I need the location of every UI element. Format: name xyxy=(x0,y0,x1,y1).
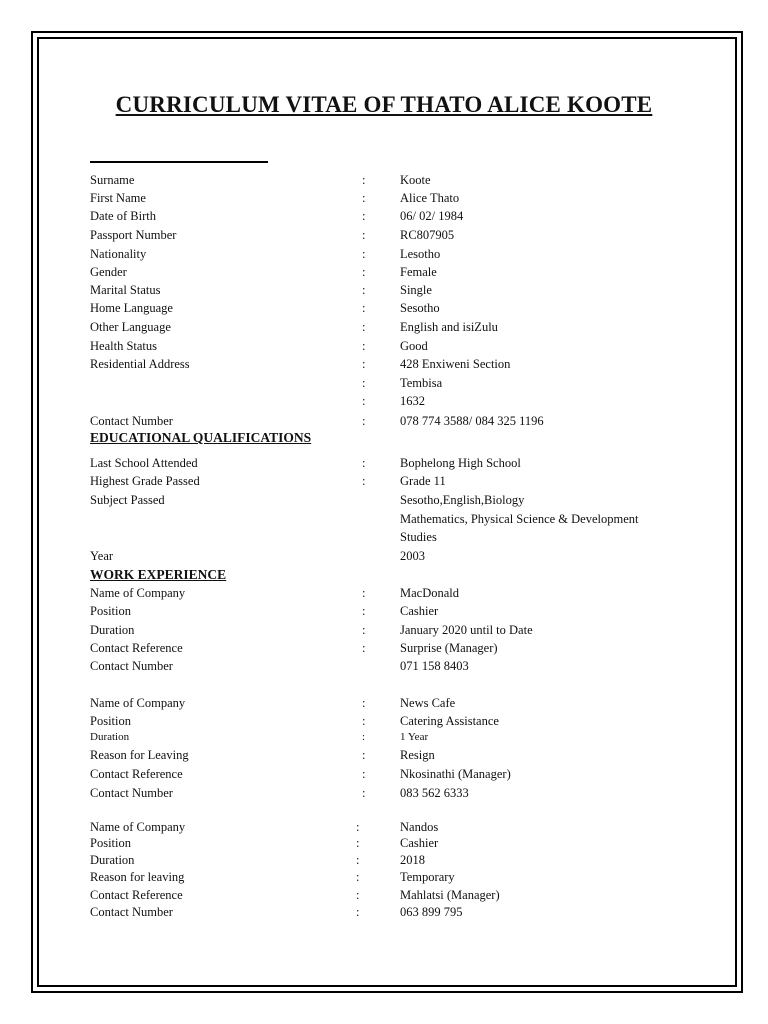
row-label: Passport Number xyxy=(90,228,177,242)
row-value: Nkosinathi (Manager) xyxy=(400,767,511,781)
row-label: Highest Grade Passed xyxy=(90,474,200,488)
job-3-position xyxy=(0,834,768,852)
row-value: Good xyxy=(400,339,428,353)
row-value: 083 562 6333 xyxy=(400,786,469,800)
row-label: Marital Status xyxy=(90,283,161,297)
row-label: Reason for Leaving xyxy=(90,748,189,762)
row-value: Temporary xyxy=(400,870,455,884)
education-row-grade xyxy=(0,472,768,490)
row-colon: : xyxy=(356,836,360,850)
row-value: Studies xyxy=(400,530,437,544)
job-2-duration xyxy=(0,728,768,746)
row-colon: : xyxy=(362,265,366,279)
row-value: Lesotho xyxy=(400,247,441,261)
row-label: First Name xyxy=(90,191,146,205)
row-colon: : xyxy=(356,905,360,919)
row-label: Contact Number xyxy=(90,905,173,919)
row-colon: : xyxy=(362,339,366,353)
row-label: Reason for leaving xyxy=(90,870,185,884)
job-1-company xyxy=(0,584,768,602)
job-1-position xyxy=(0,602,768,620)
row-value: Cashier xyxy=(400,604,439,618)
row-label: Gender xyxy=(90,265,127,279)
education-row-school xyxy=(0,454,768,472)
row-value: 078 774 3588/ 084 325 1196 xyxy=(400,414,544,428)
row-value: Grade 11 xyxy=(400,474,446,488)
row-colon: : xyxy=(362,623,366,637)
row-colon: : xyxy=(362,714,366,728)
row-label: Name of Company xyxy=(90,696,186,710)
row-colon: : xyxy=(356,853,360,867)
row-value: MacDonald xyxy=(400,586,460,600)
title-rule xyxy=(90,161,268,163)
job-1-duration xyxy=(0,621,768,639)
job-3-reference xyxy=(0,886,768,904)
job-2-reason xyxy=(0,746,768,764)
row-label: Home Language xyxy=(90,301,173,315)
work-heading: WORK EXPERIENCE xyxy=(90,567,227,582)
row-colon: : xyxy=(356,820,360,834)
row-label: Contact Reference xyxy=(90,641,183,655)
education-row-subjects-3 xyxy=(0,528,768,546)
row-colon: : xyxy=(356,870,360,884)
row-value: Mathematics, Physical Science & Development xyxy=(400,512,639,526)
row-value: 428 Enxiweni Section xyxy=(400,357,511,371)
row-colon: : xyxy=(362,191,366,205)
row-value: Sesotho xyxy=(400,301,440,315)
row-label: Position xyxy=(90,604,131,618)
personal-row-date-of-birth xyxy=(0,207,768,225)
row-value: RC807905 xyxy=(400,228,455,242)
job-2-reference xyxy=(0,765,768,783)
personal-row-address-line-3 xyxy=(0,392,768,410)
row-colon: : xyxy=(362,357,366,371)
job-3-contact-number xyxy=(0,903,768,921)
row-label: Contact Number xyxy=(90,659,173,673)
row-label: Surname xyxy=(90,173,135,187)
row-label: Name of Company xyxy=(90,820,186,834)
row-label: Position xyxy=(90,836,131,850)
row-value: Surprise (Manager) xyxy=(400,641,498,655)
row-label: Duration xyxy=(90,731,130,743)
row-label: Other Language xyxy=(90,320,171,334)
row-label: Residential Address xyxy=(90,357,190,371)
row-value: Alice Thato xyxy=(400,191,460,205)
row-value: English and isiZulu xyxy=(400,320,498,334)
row-colon: : xyxy=(362,767,366,781)
row-colon: : xyxy=(362,228,366,242)
row-value: 1 Year xyxy=(400,731,429,743)
job-2-company xyxy=(0,694,768,712)
row-value: News Cafe xyxy=(400,696,456,710)
row-value: Bophelong High School xyxy=(400,456,521,470)
personal-row-address-line-2 xyxy=(0,374,768,392)
row-colon: : xyxy=(362,320,366,334)
row-colon: : xyxy=(362,786,366,800)
row-label: Contact Number xyxy=(90,414,173,428)
row-colon: : xyxy=(362,301,366,315)
row-label: Position xyxy=(90,714,131,728)
row-value: 071 158 8403 xyxy=(400,659,469,673)
row-value: Tembisa xyxy=(400,376,443,390)
personal-row-passport xyxy=(0,226,768,244)
job-2-contact-number xyxy=(0,784,768,802)
personal-row-nationality xyxy=(0,245,768,263)
row-colon: : xyxy=(362,376,366,390)
education-heading: EDUCATIONAL QUALIFICATIONS xyxy=(90,430,312,445)
job-3-reason xyxy=(0,868,768,886)
row-colon: : xyxy=(362,414,366,428)
row-colon: : xyxy=(362,696,366,710)
row-colon: : xyxy=(362,731,366,743)
row-colon: : xyxy=(362,247,366,261)
personal-row-contact-number xyxy=(0,412,768,430)
job-1-contact-number xyxy=(0,657,768,675)
row-label: Duration xyxy=(90,623,135,637)
personal-row-health-status xyxy=(0,337,768,355)
row-colon: : xyxy=(362,748,366,762)
row-label: Name of Company xyxy=(90,586,186,600)
row-value: 2003 xyxy=(400,549,425,563)
row-colon: : xyxy=(362,173,366,187)
personal-row-marital-status xyxy=(0,281,768,299)
row-colon: : xyxy=(362,474,366,488)
row-colon: : xyxy=(356,888,360,902)
row-value: 2018 xyxy=(400,853,425,867)
row-value: Mahlatsi (Manager) xyxy=(400,888,500,902)
row-label: Contact Reference xyxy=(90,888,183,902)
row-colon: : xyxy=(362,604,366,618)
row-label: Year xyxy=(90,549,114,563)
row-label: Duration xyxy=(90,853,135,867)
row-value: 1632 xyxy=(400,394,425,408)
personal-row-address xyxy=(0,355,768,373)
row-value: Nandos xyxy=(400,820,439,834)
row-value: Cashier xyxy=(400,836,439,850)
row-colon: : xyxy=(362,586,366,600)
row-value: Catering Assistance xyxy=(400,714,499,728)
personal-row-surname xyxy=(0,171,768,189)
row-label: Nationality xyxy=(90,247,147,261)
row-colon: : xyxy=(362,641,366,655)
row-value: 063 899 795 xyxy=(400,905,463,919)
row-label: Date of Birth xyxy=(90,209,156,223)
education-row-year xyxy=(0,547,768,565)
row-label: Health Status xyxy=(90,339,158,353)
personal-row-other-language xyxy=(0,318,768,336)
row-colon: : xyxy=(362,394,366,408)
document-title: CURRICULUM VITAE OF THATO ALICE KOOTE xyxy=(115,92,653,117)
job-1-reference xyxy=(0,639,768,657)
row-value: Koote xyxy=(400,173,431,187)
row-value: 06/ 02/ 1984 xyxy=(400,209,464,223)
row-label: Last School Attended xyxy=(90,456,198,470)
row-value: Female xyxy=(400,265,437,279)
education-row-subjects xyxy=(0,491,768,509)
row-value: January 2020 until to Date xyxy=(400,623,533,637)
row-colon: : xyxy=(362,209,366,223)
row-label: Contact Reference xyxy=(90,767,183,781)
row-value: Sesotho,English,Biology xyxy=(400,493,525,507)
row-value: Single xyxy=(400,283,432,297)
personal-row-first-name xyxy=(0,189,768,207)
row-colon: : xyxy=(362,456,366,470)
personal-row-gender xyxy=(0,263,768,281)
personal-row-home-language xyxy=(0,299,768,317)
education-row-subjects-2 xyxy=(0,510,768,528)
row-value: Resign xyxy=(400,748,435,762)
row-colon: : xyxy=(362,283,366,297)
row-label: Subject Passed xyxy=(90,493,165,507)
row-label: Contact Number xyxy=(90,786,173,800)
job-3-duration xyxy=(0,851,768,869)
